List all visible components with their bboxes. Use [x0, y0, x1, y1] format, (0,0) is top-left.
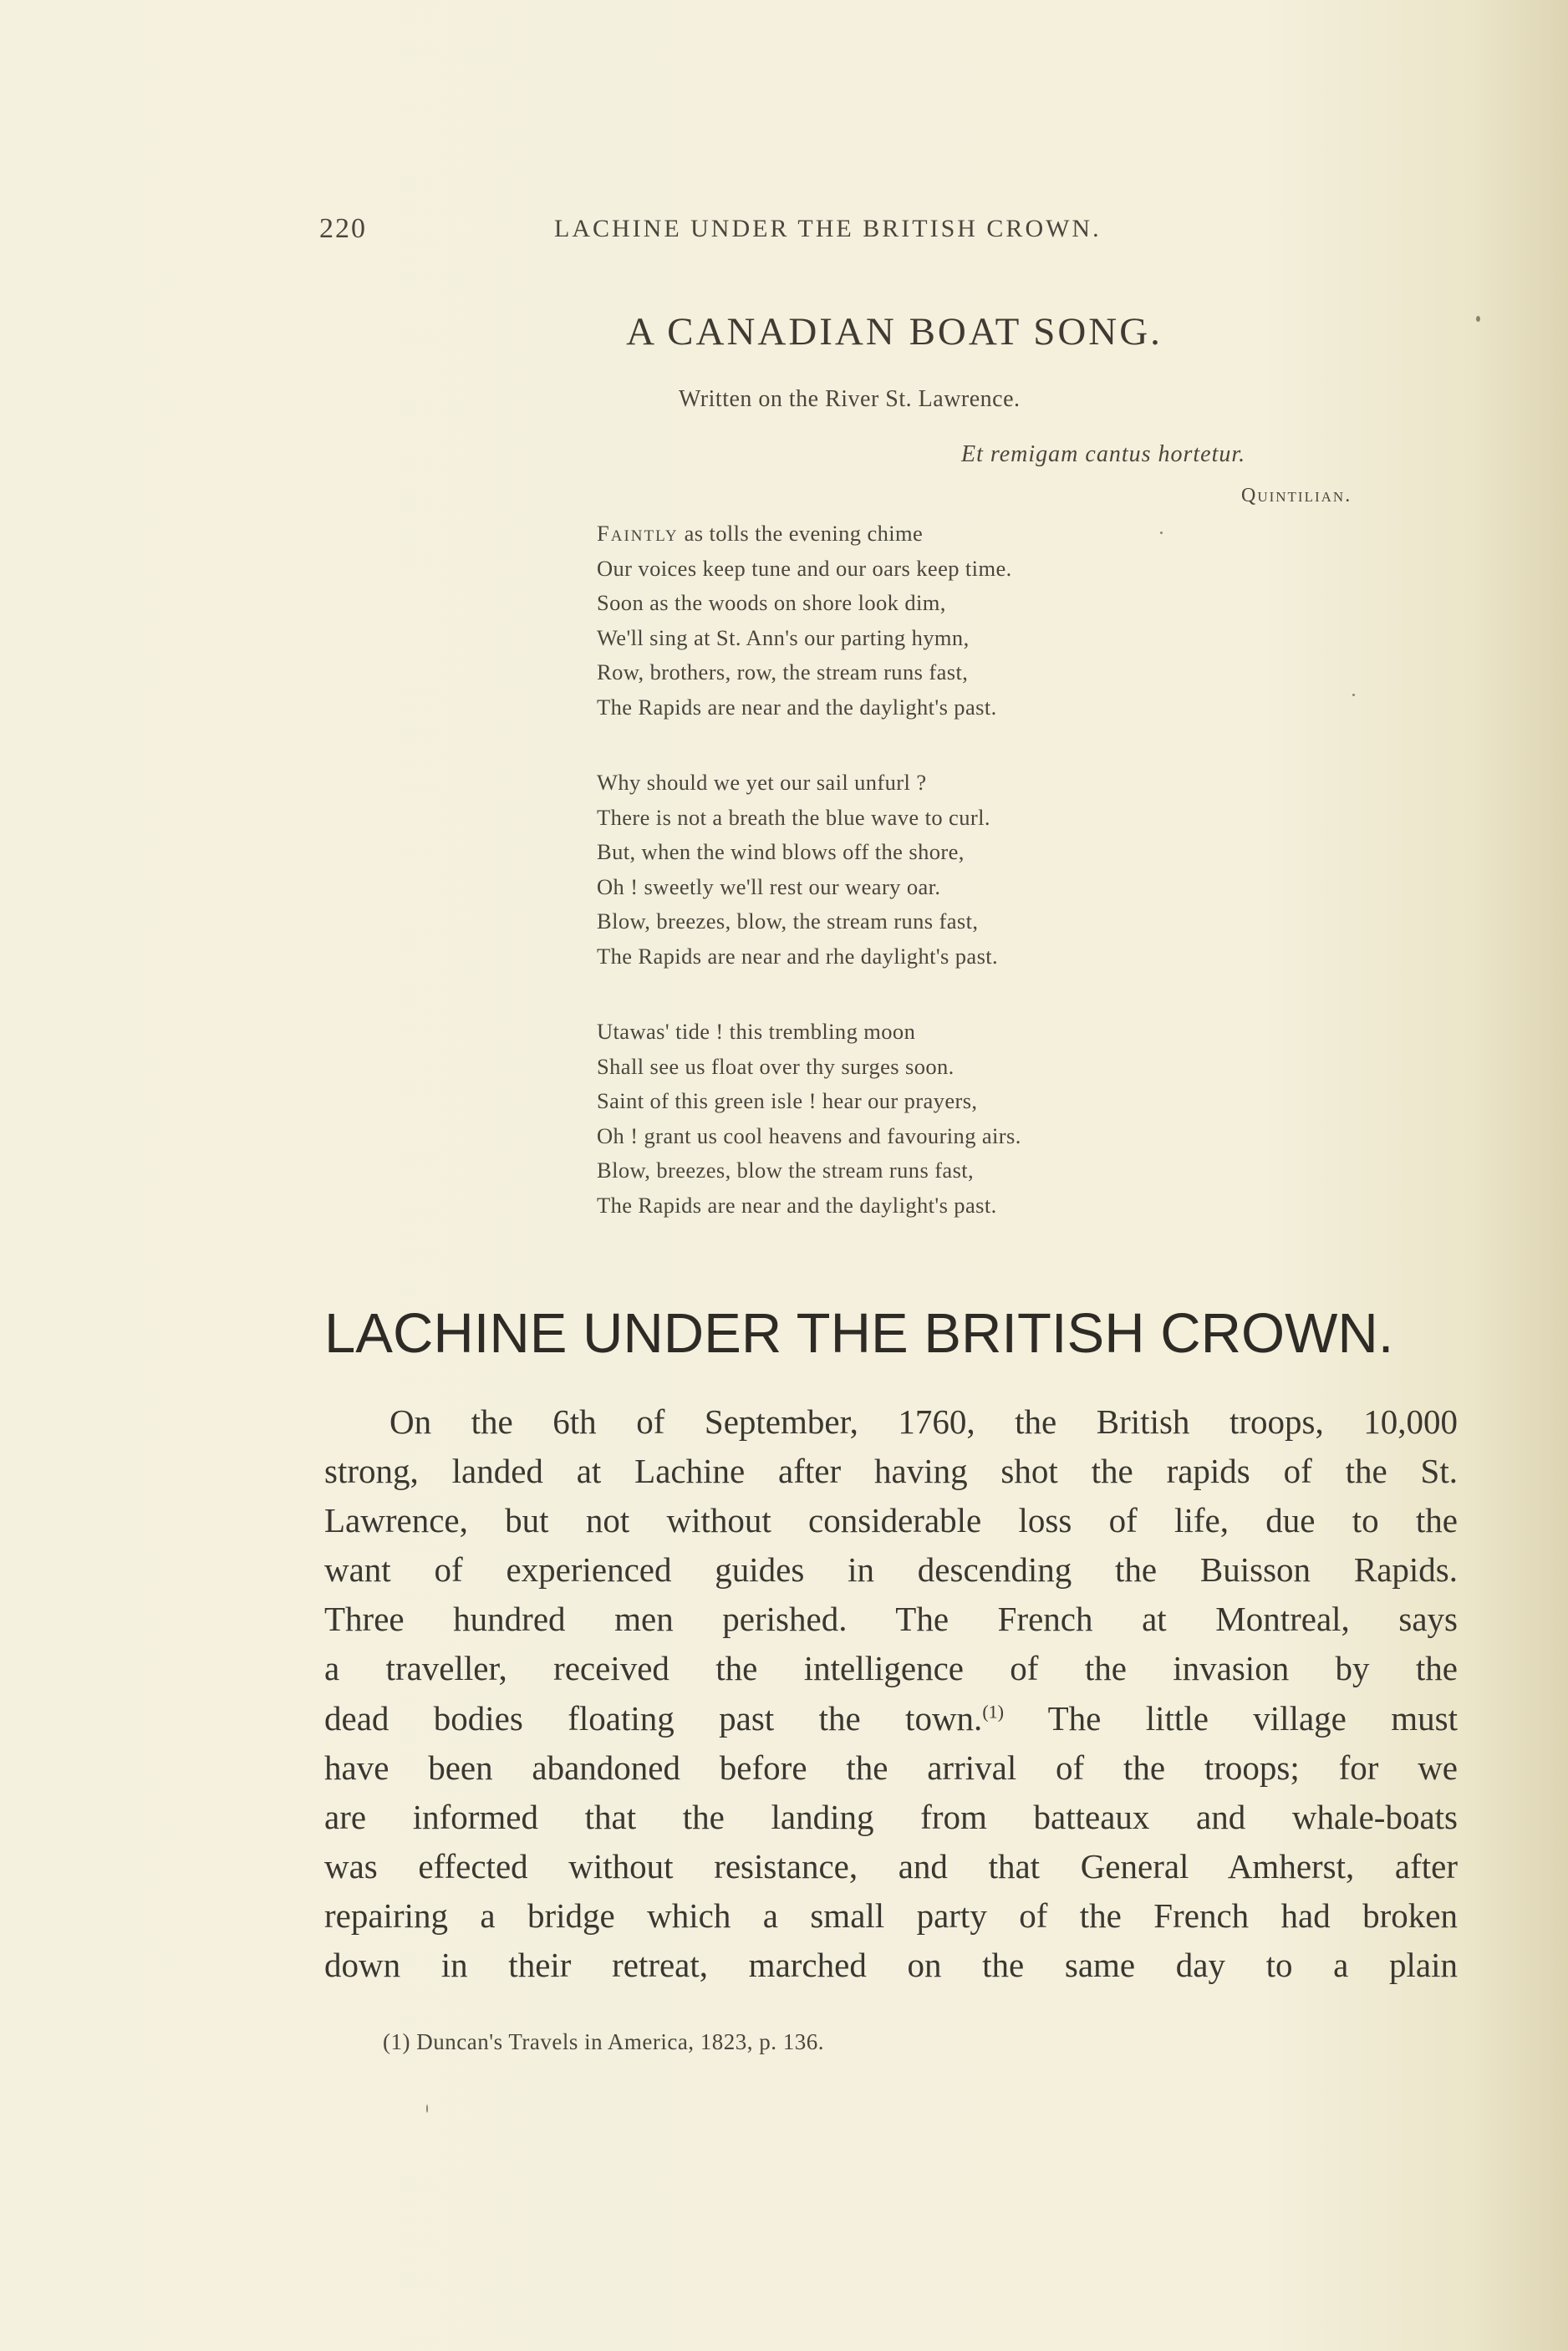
poem-line: The Rapids are near and rhe daylight's past. [597, 943, 999, 969]
poem-line [597, 517, 1012, 552]
body-line: was effected without resistance, and that General Amherst, after [324, 1846, 1458, 1885]
poem-line: Blow, breezes, blow the stream runs fast, [597, 1158, 975, 1183]
poem-title: A CANADIAN BOAT SONG. [626, 310, 1163, 354]
body-line-with-footnote [324, 1694, 1458, 1743]
poem-stanza-2 [597, 766, 998, 974]
footnote: (1) Duncan's Travels in America, 1823, p. 136. [383, 2029, 825, 2054]
poem-line: The Rapids are near and the daylight's past. [597, 1192, 997, 1218]
poem-first-word: Faintly [597, 521, 679, 546]
body-line-tail: The little village must [1003, 1698, 1458, 1738]
body-line: Three hundred men perished. The French at Montreal, says [324, 1600, 1458, 1639]
footnote-reference[interactable]: (1) [982, 1700, 1004, 1722]
poem-line: Utawas' tide ! this trembling moon [597, 1019, 916, 1044]
body-line: On the 6th of September, 1760, the British troops, 10,000 [389, 1402, 1458, 1441]
poem-line: But, when the wind blows off the shore, [597, 839, 965, 864]
body-line: a traveller, received the intelligence of the invasion by the [324, 1649, 1458, 1688]
epigraph-attribution: Quintilian. [1241, 485, 1352, 506]
paper-speck [426, 2104, 428, 2113]
poem-stanza-3 [597, 1015, 1021, 1223]
poem-line: There is not a breath the blue wave to curl. [597, 804, 990, 830]
body-line: want of experienced guides in descending the Buisson Rapids. [324, 1550, 1458, 1590]
body-line: strong, landed at Lachine after having shot the rapids of the St. [324, 1452, 1458, 1491]
poem-line-rest: as tolls the evening chime [678, 521, 924, 546]
body-line: have been abandoned before the arrival of the troops; for we [324, 1748, 1458, 1787]
page-number: 220 [319, 213, 367, 244]
poem-line: Shall see us float over thy surges soon. [597, 1053, 955, 1079]
poem-line: Oh ! grant us cool heavens and favouring airs. [597, 1122, 1021, 1148]
chapter-heading: LACHINE UNDER THE BRITISH CROWN. [324, 1302, 1394, 1365]
poem-line: The Rapids are near and the daylight's past. [597, 694, 997, 720]
poem-line: Our voices keep tune and our oars keep time. [597, 555, 1012, 581]
body-line: repairing a bridge which a small party of the French had broken [324, 1896, 1458, 1935]
poem-line: Row, brothers, row, the stream runs fast, [597, 659, 969, 684]
epigraph: Et remigam cantus hortetur. [961, 441, 1246, 467]
poem-line: Why should we yet our sail unfurl ? [597, 770, 927, 795]
paper-speck [1476, 316, 1480, 322]
body-line: Lawrence, but not without considerable loss of life, due to the [324, 1501, 1458, 1540]
poem-subtitle: Written on the River St. Lawrence. [679, 386, 1021, 412]
paper-speck [1352, 694, 1355, 696]
poem-line: Blow, breezes, blow, the stream runs fast, [597, 908, 979, 934]
body-line: down in their retreat, marched on the same day to a plain [324, 1946, 1458, 1985]
body-line: are informed that the landing from batteaux and whale-boats [324, 1797, 1458, 1836]
poem-line: Oh ! sweetly we'll rest our weary oar. [597, 873, 941, 899]
poem-line: We'll sing at St. Ann's our parting hymn, [597, 624, 970, 650]
paper-speck [1160, 532, 1163, 534]
running-title: LACHINE UNDER THE BRITISH CROWN. [554, 215, 1102, 242]
poem-line: Soon as the woods on shore look dim, [597, 590, 946, 615]
body-line-text: dead bodies floating past the town. [324, 1698, 983, 1738]
poem-stanza-1 [597, 517, 1012, 725]
running-head [319, 213, 1247, 247]
poem-line: Saint of this green isle ! hear our prayers, [597, 1088, 978, 1113]
chapter-body [324, 1397, 1458, 1990]
